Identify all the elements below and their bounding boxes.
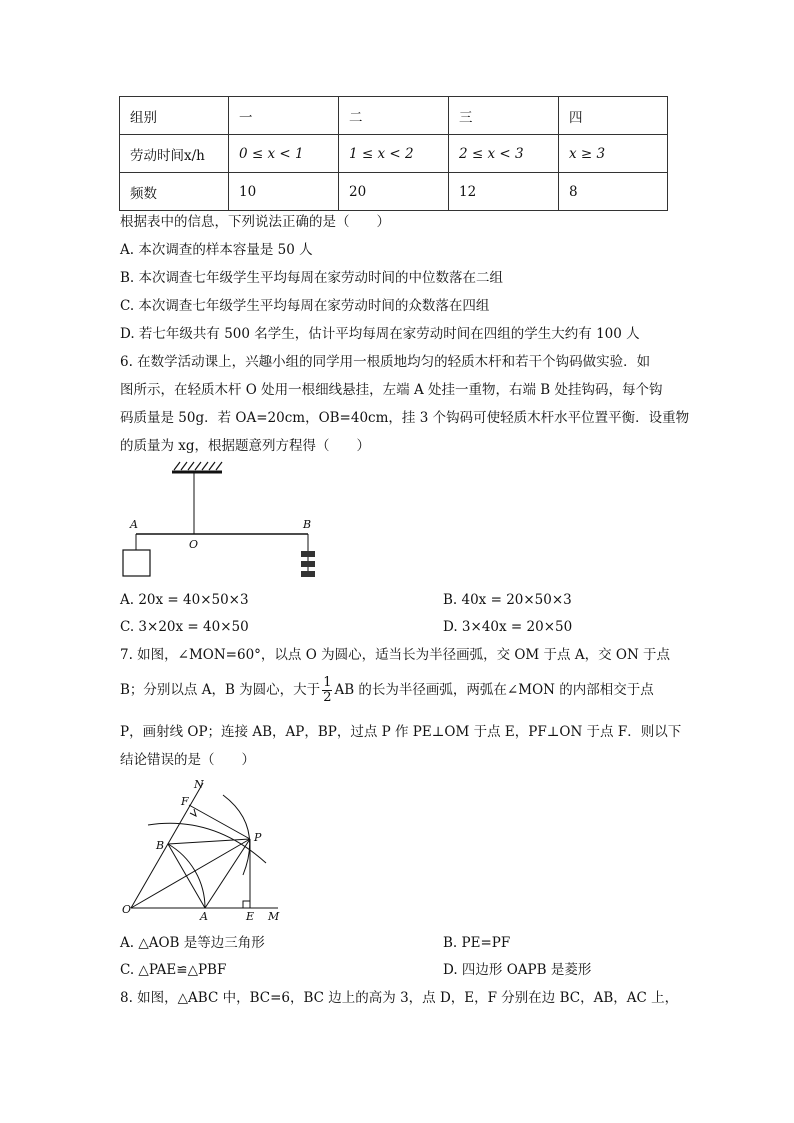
right-angle-e bbox=[243, 901, 250, 908]
fraction-denominator: 2 bbox=[323, 690, 332, 705]
table-cell: 劳动时间x/h bbox=[120, 135, 229, 173]
segment-ab bbox=[168, 844, 205, 908]
fraction-half bbox=[322, 676, 332, 705]
table-cell: 二 bbox=[339, 97, 449, 135]
q7-option-c: C. △PAE≌△PBF bbox=[120, 962, 227, 978]
right-angle-f bbox=[190, 809, 196, 816]
lever-figure bbox=[115, 458, 335, 583]
table-cell: 频数 bbox=[120, 173, 229, 211]
q7-line-1: 7. 如图，∠MON=60°，以点 O 为圆心，适当长为半径画弧，交 OM 于点 A，交 ON 于点 bbox=[120, 647, 671, 663]
q7-line-3: P，画射线 OP；连接 AB，AP，BP，过点 P 作 PE⊥OM 于点 E，PF⊥ON 于点 F．则以下 bbox=[120, 724, 682, 740]
ray-op bbox=[131, 839, 250, 908]
ceiling-hatch bbox=[174, 462, 222, 470]
q7-line-2 bbox=[120, 676, 654, 705]
table-cell: 四 bbox=[559, 97, 668, 135]
table-row bbox=[120, 97, 668, 135]
ray-on bbox=[131, 783, 203, 908]
q6-line-4: 的质量为 xg，根据题意列方程得（ ） bbox=[120, 438, 371, 454]
hook-weight bbox=[301, 571, 315, 577]
q6-option-a: A. 20x = 40×50×3 bbox=[120, 592, 249, 608]
label-o: O bbox=[122, 903, 132, 916]
label-a: A bbox=[130, 518, 138, 531]
table-row bbox=[120, 135, 668, 173]
label-e: E bbox=[246, 910, 255, 923]
table-cell: x ≥ 3 bbox=[559, 135, 668, 173]
q7-option-b: B. PE=PF bbox=[443, 935, 511, 951]
label-o: O bbox=[189, 538, 199, 551]
fraction-numerator: 1 bbox=[323, 675, 332, 690]
table-row bbox=[120, 173, 668, 211]
table-cell: 1 ≤ x < 2 bbox=[339, 135, 449, 173]
q5-option-d: D. 若七年级共有 500 名学生，估计平均每周在家劳动时间在四组的学生大约有 100 人 bbox=[120, 326, 640, 342]
angle-bisector-figure bbox=[118, 775, 293, 923]
heavy-object bbox=[123, 550, 150, 576]
q7-line-2-pre: B；分别以点 A，B 为圆心，大于 bbox=[120, 682, 321, 698]
q8-line-1: 8. 如图，△ABC 中，BC=6，BC 边上的高为 3，点 D，E，F 分别在边 BC，AB，AC 上， bbox=[120, 990, 679, 1006]
table-cell: 20 bbox=[339, 173, 449, 211]
table-cell: 8 bbox=[559, 173, 668, 211]
label-b: B bbox=[303, 518, 312, 531]
q7-line-2-post: AB 的长为半径画弧，两弧在∠MON 的内部相交于点 bbox=[334, 682, 654, 698]
label-a: A bbox=[200, 910, 208, 923]
table-cell: 2 ≤ x < 3 bbox=[449, 135, 559, 173]
arc-from-a bbox=[223, 795, 250, 875]
label-n: N bbox=[194, 778, 204, 791]
table-cell: 组别 bbox=[120, 97, 229, 135]
label-m: M bbox=[268, 910, 280, 923]
segment-pf bbox=[189, 805, 250, 839]
q6-line-2: 图所示，在轻质木杆 O 处用一根细线悬挂，左端 A 处挂一重物，右端 B 处挂钩码，每个钩 bbox=[120, 382, 663, 398]
label-b: B bbox=[156, 839, 165, 852]
table-cell: 12 bbox=[449, 173, 559, 211]
q5-option-a: A. 本次调查的样本容量是 50 人 bbox=[120, 242, 313, 258]
hook-weight bbox=[301, 551, 315, 557]
q5-option-c: C. 本次调查七年级学生平均每周在家劳动时间的众数落在四组 bbox=[120, 298, 490, 314]
q7-option-d: D. 四边形 OAPB 是菱形 bbox=[443, 962, 592, 978]
q6-option-c: C. 3×20x = 40×50 bbox=[120, 619, 249, 635]
hook-weight bbox=[301, 561, 315, 567]
q7-option-a: A. △AOB 是等边三角形 bbox=[120, 935, 265, 951]
q6-option-d: D. 3×40x = 20×50 bbox=[443, 619, 573, 635]
table-cell: 0 ≤ x < 1 bbox=[229, 135, 339, 173]
label-p: P bbox=[254, 831, 262, 844]
q6-option-b: B. 40x = 20×50×3 bbox=[443, 592, 572, 608]
q6-line-1: 6. 在数学活动课上，兴趣小组的同学用一根质地均匀的轻质木杆和若干个钩码做实验．如 bbox=[120, 354, 651, 370]
q7-line-4: 结论错误的是（ ） bbox=[120, 752, 255, 768]
label-f: F bbox=[181, 795, 189, 808]
table-cell: 一 bbox=[229, 97, 339, 135]
q6-line-3: 码质量是 50g．若 OA=20cm，OB=40cm，挂 3 个钩码可使轻质木杆水平位置平衡．设重物 bbox=[120, 410, 690, 426]
table-cell: 三 bbox=[449, 97, 559, 135]
q5-stem: 根据表中的信息，下列说法正确的是（ ） bbox=[120, 214, 390, 230]
q5-option-b: B. 本次调查七年级学生平均每周在家劳动时间的中位数落在二组 bbox=[120, 270, 504, 286]
table-cell: 10 bbox=[229, 173, 339, 211]
frequency-table bbox=[119, 96, 668, 211]
